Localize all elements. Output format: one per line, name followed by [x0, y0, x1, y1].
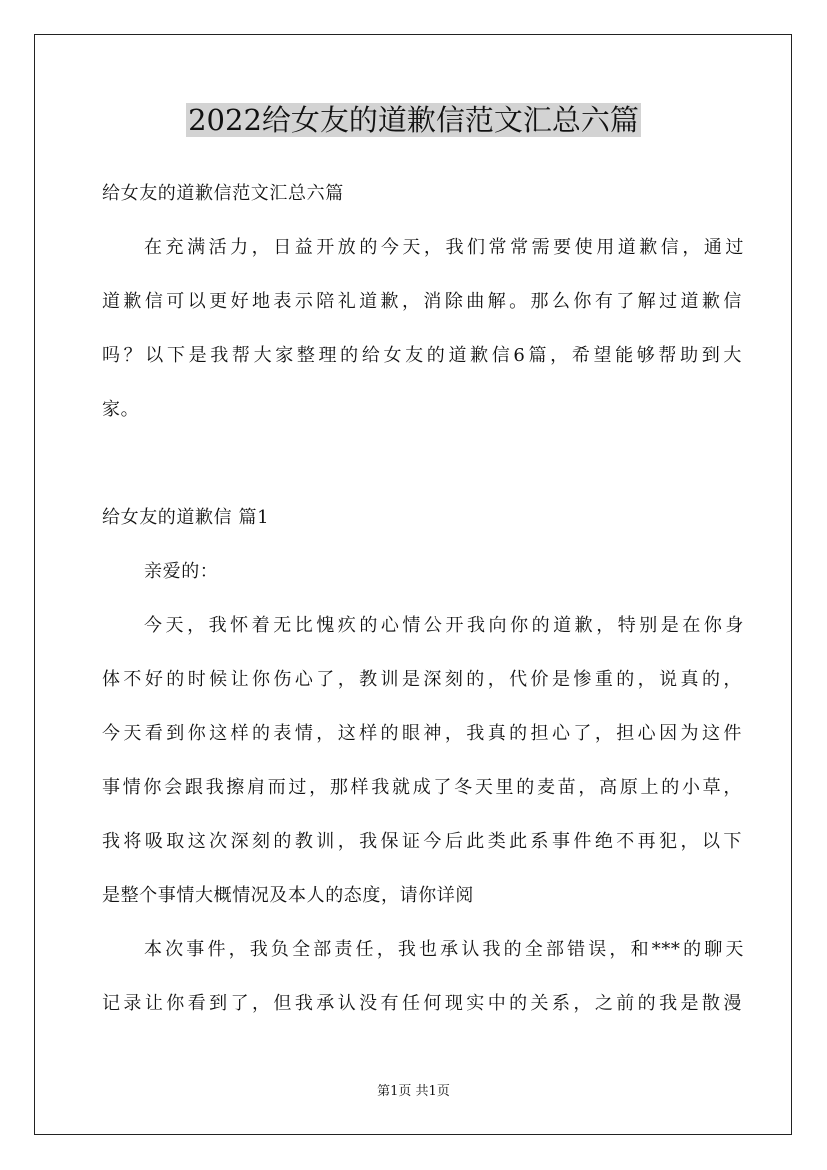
intro-line: 在充满活力，日益开放的今天，我们常常需要使用道歉信，通过	[144, 237, 744, 258]
body-line: 是整个事情大概情况及本人的态度，请你详阅	[102, 885, 474, 906]
page-footer: 第1页 共1页	[377, 1084, 450, 1099]
body-line: 我将吸取这次深刻的教训，我保证今后此类此系事件绝不再犯，以下	[102, 831, 742, 852]
document-subtitle: 给女友的道歉信范文汇总六篇	[102, 183, 344, 204]
document-title-text: 2022给女友的道歉信范文汇总六篇	[188, 103, 639, 137]
body-line: 事情你会跟我擦肩而过，那样我就成了冬天里的麦苗，高原上的小草，	[102, 777, 742, 798]
body-line: 体不好的时候让你伤心了，教训是深刻的，代价是惨重的，说真的，	[102, 669, 742, 690]
salutation: 亲爱的：	[144, 561, 219, 582]
intro-line: 家。	[102, 399, 140, 420]
document-title	[0, 98, 827, 142]
intro-line: 道歉信可以更好地表示陪礼道歉，消除曲解。那么你有了解过道歉信	[102, 291, 742, 312]
body-line: 今天，我怀着无比愧疚的心情公开我向你的道歉，特别是在你身	[144, 615, 744, 636]
body-line: 本次事件，我负全部责任，我也承认我的全部错误，和***的聊天	[144, 939, 744, 960]
section-heading: 给女友的道歉信 篇1	[102, 507, 270, 528]
body-line: 记录让你看到了，但我承认没有任何现实中的关系，之前的我是散漫	[102, 993, 742, 1014]
intro-line: 吗？以下是我帮大家整理的给女友的道歉信6篇，希望能够帮助到大	[102, 345, 742, 366]
body-line: 今天看到你这样的表情，这样的眼神，我真的担心了，担心因为这件	[102, 723, 742, 744]
